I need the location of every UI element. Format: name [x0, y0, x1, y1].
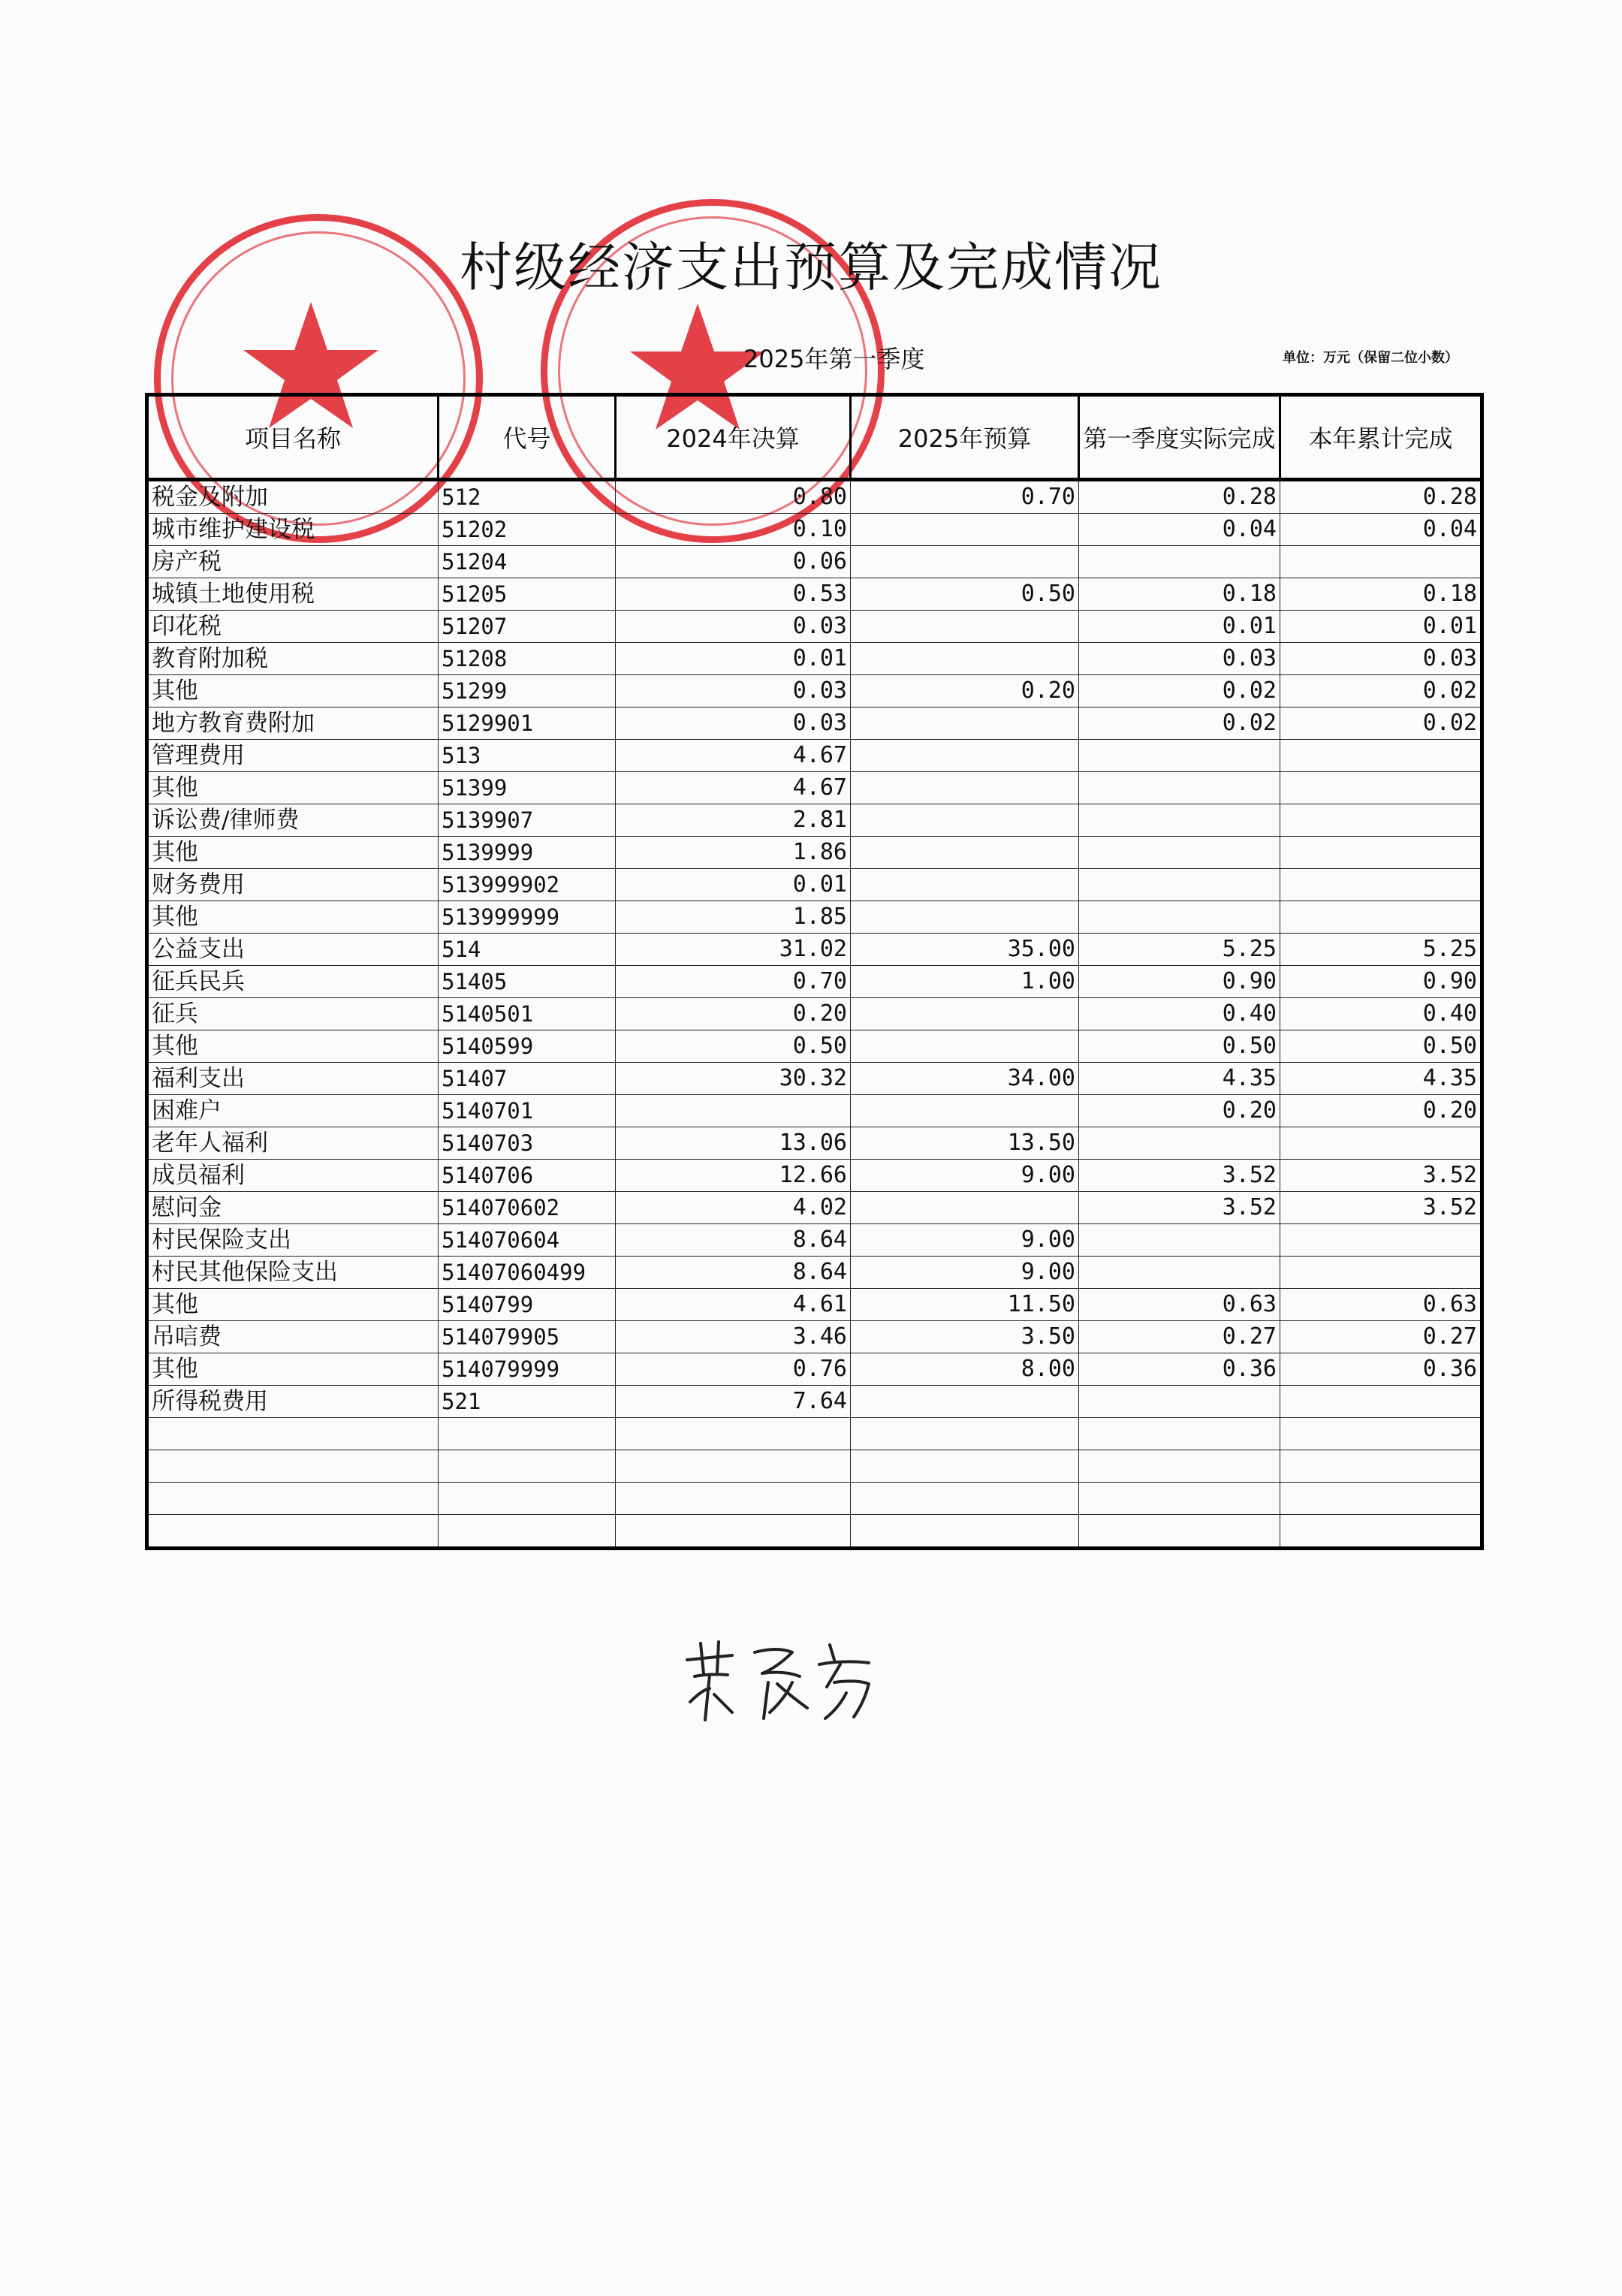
cell-2025-budget: 0.70	[851, 480, 1079, 514]
cell-2024-final: 3.46	[616, 1321, 851, 1353]
cell-2025-budget: 0.20	[851, 675, 1079, 708]
cell-2024-final: 4.67	[616, 740, 851, 772]
cell-code: 5139999	[439, 837, 616, 869]
table-row	[147, 514, 1482, 546]
cell-2025-budget	[851, 740, 1079, 772]
table-row	[147, 1224, 1482, 1257]
cell-2024-final	[616, 1095, 851, 1127]
cell-item-name: 慰问金	[147, 1192, 439, 1224]
cell-2024-final: 30.32	[616, 1063, 851, 1095]
cell-2024-final: 0.01	[616, 643, 851, 675]
cell-2025-budget	[851, 708, 1079, 740]
cell-q1-actual: 0.36	[1079, 1353, 1280, 1386]
cell-code: 51407060499	[439, 1257, 616, 1289]
cell-item-name: 其他	[147, 901, 439, 934]
cell-code: 51299	[439, 675, 616, 708]
cell-item-name: 成员福利	[147, 1160, 439, 1192]
cell-2025-budget	[851, 514, 1079, 546]
report-period: 2025年第一季度	[743, 345, 925, 373]
cell-ytd-total: 3.52	[1280, 1192, 1482, 1224]
table-row	[147, 1289, 1482, 1321]
cell-ytd-total: 0.02	[1280, 708, 1482, 740]
cell-code: 51407	[439, 1063, 616, 1095]
cell-code: 513	[439, 740, 616, 772]
cell-q1-actual: 4.35	[1079, 1063, 1280, 1095]
cell-2025-budget	[851, 546, 1079, 578]
page-title: 村级经济支出预算及完成情况	[460, 237, 1162, 298]
cell-code: 5129901	[439, 708, 616, 740]
cell-item-name: 税金及附加	[147, 480, 439, 514]
cell-2024-final: 0.03	[616, 675, 851, 708]
cell-item-name	[147, 1515, 439, 1549]
cell-item-name: 征兵	[147, 998, 439, 1030]
table-row	[147, 480, 1482, 514]
cell-2025-budget	[851, 804, 1079, 837]
cell-ytd-total	[1280, 1450, 1482, 1483]
cell-2025-budget	[851, 1483, 1079, 1515]
cell-2025-budget: 3.50	[851, 1321, 1079, 1353]
cell-ytd-total: 4.35	[1280, 1063, 1482, 1095]
cell-2024-final: 0.76	[616, 1353, 851, 1386]
table-row	[147, 966, 1482, 998]
cell-2025-budget: 9.00	[851, 1160, 1079, 1192]
cell-2025-budget: 8.00	[851, 1353, 1079, 1386]
table-row	[147, 1483, 1482, 1515]
table-row	[147, 1353, 1482, 1386]
cell-code: 5140703	[439, 1127, 616, 1160]
cell-item-name: 村民其他保险支出	[147, 1257, 439, 1289]
cell-2024-final	[616, 1515, 851, 1549]
cell-item-name: 村民保险支出	[147, 1224, 439, 1257]
cell-item-name: 城镇土地使用税	[147, 578, 439, 611]
cell-item-name: 印花税	[147, 611, 439, 643]
cell-2024-final	[616, 1418, 851, 1450]
table-row	[147, 1257, 1482, 1289]
cell-item-name	[147, 1483, 439, 1515]
cell-2024-final: 0.01	[616, 869, 851, 901]
cell-q1-actual: 0.28	[1079, 480, 1280, 514]
cell-code: 514070604	[439, 1224, 616, 1257]
cell-item-name: 所得税费用	[147, 1386, 439, 1418]
cell-ytd-total: 0.36	[1280, 1353, 1482, 1386]
cell-2024-final: 8.64	[616, 1257, 851, 1289]
table-row	[147, 1418, 1482, 1450]
cell-ytd-total: 0.20	[1280, 1095, 1482, 1127]
cell-item-name: 其他	[147, 1353, 439, 1386]
cell-2025-budget: 0.50	[851, 578, 1079, 611]
cell-code: 5140599	[439, 1030, 616, 1063]
cell-ytd-total	[1280, 740, 1482, 772]
table-row	[147, 611, 1482, 643]
cell-ytd-total: 5.25	[1280, 934, 1482, 966]
cell-q1-actual: 0.50	[1079, 1030, 1280, 1063]
cell-code: 513999999	[439, 901, 616, 934]
cell-2025-budget	[851, 998, 1079, 1030]
table-row	[147, 1515, 1482, 1549]
cell-item-name: 城市维护建设税	[147, 514, 439, 546]
cell-ytd-total	[1280, 1483, 1482, 1515]
cell-ytd-total	[1280, 1127, 1482, 1160]
table-row	[147, 1160, 1482, 1192]
table-row	[147, 1386, 1482, 1418]
cell-code: 5140701	[439, 1095, 616, 1127]
cell-item-name: 教育附加税	[147, 643, 439, 675]
cell-code: 51208	[439, 643, 616, 675]
cell-item-name: 其他	[147, 772, 439, 804]
cell-2025-budget	[851, 1192, 1079, 1224]
cell-q1-actual	[1079, 901, 1280, 934]
cell-2024-final: 8.64	[616, 1224, 851, 1257]
cell-2025-budget: 11.50	[851, 1289, 1079, 1321]
cell-code: 51405	[439, 966, 616, 998]
cell-item-name: 其他	[147, 675, 439, 708]
cell-item-name: 其他	[147, 1289, 439, 1321]
cell-ytd-total	[1280, 1515, 1482, 1549]
cell-q1-actual: 5.25	[1079, 934, 1280, 966]
cell-2024-final: 1.85	[616, 901, 851, 934]
table-row	[147, 772, 1482, 804]
cell-2024-final: 0.80	[616, 480, 851, 514]
cell-q1-actual: 0.18	[1079, 578, 1280, 611]
cell-ytd-total	[1280, 869, 1482, 901]
col-header-item-name: 项目名称	[147, 395, 439, 480]
cell-q1-actual	[1079, 546, 1280, 578]
col-header-q1-actual: 第一季度实际完成	[1079, 395, 1280, 480]
cell-ytd-total	[1280, 901, 1482, 934]
cell-item-name: 老年人福利	[147, 1127, 439, 1160]
cell-2025-budget: 13.50	[851, 1127, 1079, 1160]
cell-2024-final: 0.50	[616, 1030, 851, 1063]
cell-code	[439, 1515, 616, 1549]
cell-code: 51205	[439, 578, 616, 611]
cell-q1-actual: 0.20	[1079, 1095, 1280, 1127]
cell-item-name: 诉讼费/律师费	[147, 804, 439, 837]
cell-code	[439, 1483, 616, 1515]
cell-2025-budget	[851, 837, 1079, 869]
cell-q1-actual	[1079, 837, 1280, 869]
cell-ytd-total	[1280, 837, 1482, 869]
cell-2025-budget	[851, 1030, 1079, 1063]
table-row	[147, 1450, 1482, 1483]
cell-2024-final: 0.03	[616, 611, 851, 643]
cell-q1-actual	[1079, 1515, 1280, 1549]
cell-item-name: 房产税	[147, 546, 439, 578]
cell-code: 5139907	[439, 804, 616, 837]
cell-ytd-total	[1280, 1386, 1482, 1418]
handwritten-signature	[680, 1630, 905, 1727]
cell-item-name: 财务费用	[147, 869, 439, 901]
table-row	[147, 1127, 1482, 1160]
cell-2024-final	[616, 1483, 851, 1515]
cell-code: 514079905	[439, 1321, 616, 1353]
cell-2025-budget: 34.00	[851, 1063, 1079, 1095]
cell-2025-budget	[851, 869, 1079, 901]
cell-2024-final: 0.03	[616, 708, 851, 740]
cell-q1-actual: 0.01	[1079, 611, 1280, 643]
cell-ytd-total: 0.18	[1280, 578, 1482, 611]
cell-2025-budget	[851, 1095, 1079, 1127]
cell-2025-budget	[851, 1418, 1079, 1450]
cell-item-name	[147, 1418, 439, 1450]
cell-q1-actual	[1079, 1224, 1280, 1257]
table-row	[147, 1063, 1482, 1095]
cell-code: 514079999	[439, 1353, 616, 1386]
cell-item-name: 公益支出	[147, 934, 439, 966]
cell-code: 514	[439, 934, 616, 966]
cell-2025-budget	[851, 1450, 1079, 1483]
cell-ytd-total	[1280, 804, 1482, 837]
cell-code	[439, 1418, 616, 1450]
cell-2025-budget: 9.00	[851, 1224, 1079, 1257]
cell-2024-final: 1.86	[616, 837, 851, 869]
cell-q1-actual	[1079, 1386, 1280, 1418]
cell-ytd-total: 0.63	[1280, 1289, 1482, 1321]
cell-q1-actual: 3.52	[1079, 1160, 1280, 1192]
cell-code: 521	[439, 1386, 616, 1418]
cell-item-name: 管理费用	[147, 740, 439, 772]
cell-code: 5140799	[439, 1289, 616, 1321]
cell-2025-budget: 35.00	[851, 934, 1079, 966]
cell-code: 5140501	[439, 998, 616, 1030]
cell-code	[439, 1450, 616, 1483]
table-row	[147, 578, 1482, 611]
table-row	[147, 837, 1482, 869]
cell-q1-actual: 0.27	[1079, 1321, 1280, 1353]
cell-code: 51202	[439, 514, 616, 546]
table-header-row	[147, 395, 1482, 480]
cell-q1-actual	[1079, 1418, 1280, 1450]
cell-q1-actual: 0.40	[1079, 998, 1280, 1030]
table-row	[147, 804, 1482, 837]
cell-2024-final: 0.53	[616, 578, 851, 611]
cell-2024-final: 2.81	[616, 804, 851, 837]
cell-2024-final: 0.20	[616, 998, 851, 1030]
cell-q1-actual	[1079, 869, 1280, 901]
cell-2025-budget	[851, 611, 1079, 643]
cell-ytd-total	[1280, 1257, 1482, 1289]
cell-ytd-total	[1280, 546, 1482, 578]
cell-ytd-total: 0.28	[1280, 480, 1482, 514]
cell-2025-budget: 9.00	[851, 1257, 1079, 1289]
table-row	[147, 546, 1482, 578]
cell-2024-final: 7.64	[616, 1386, 851, 1418]
col-header-ytd-total: 本年累计完成	[1280, 395, 1482, 480]
table-row	[147, 708, 1482, 740]
cell-code: 51399	[439, 772, 616, 804]
col-header-code: 代号	[439, 395, 616, 480]
cell-q1-actual: 0.03	[1079, 643, 1280, 675]
cell-q1-actual: 0.04	[1079, 514, 1280, 546]
cell-q1-actual	[1079, 740, 1280, 772]
table-row	[147, 1095, 1482, 1127]
cell-q1-actual: 3.52	[1079, 1192, 1280, 1224]
cell-q1-actual	[1079, 1257, 1280, 1289]
cell-ytd-total: 0.03	[1280, 643, 1482, 675]
cell-item-name	[147, 1450, 439, 1483]
cell-2024-final: 4.61	[616, 1289, 851, 1321]
cell-ytd-total: 0.01	[1280, 611, 1482, 643]
cell-2024-final	[616, 1450, 851, 1483]
cell-code: 51204	[439, 546, 616, 578]
cell-2024-final: 0.10	[616, 514, 851, 546]
table-row	[147, 675, 1482, 708]
cell-2025-budget	[851, 1515, 1079, 1549]
cell-q1-actual: 0.02	[1079, 708, 1280, 740]
table-row	[147, 643, 1482, 675]
cell-2024-final: 31.02	[616, 934, 851, 966]
cell-code: 513999902	[439, 869, 616, 901]
cell-2024-final: 0.70	[616, 966, 851, 998]
cell-ytd-total: 0.40	[1280, 998, 1482, 1030]
cell-2024-final: 4.02	[616, 1192, 851, 1224]
table-row	[147, 1192, 1482, 1224]
cell-q1-actual: 0.02	[1079, 675, 1280, 708]
cell-2024-final: 0.06	[616, 546, 851, 578]
cell-ytd-total: 0.50	[1280, 1030, 1482, 1063]
table-row	[147, 740, 1482, 772]
cell-ytd-total: 0.27	[1280, 1321, 1482, 1353]
cell-q1-actual: 0.90	[1079, 966, 1280, 998]
col-header-2025-budget: 2025年预算	[851, 395, 1079, 480]
cell-code: 51207	[439, 611, 616, 643]
cell-q1-actual	[1079, 1483, 1280, 1515]
cell-code: 5140706	[439, 1160, 616, 1192]
cell-code: 512	[439, 480, 616, 514]
cell-item-name: 地方教育费附加	[147, 708, 439, 740]
table-row	[147, 1321, 1482, 1353]
cell-ytd-total: 0.90	[1280, 966, 1482, 998]
cell-q1-actual	[1079, 1450, 1280, 1483]
cell-ytd-total: 3.52	[1280, 1160, 1482, 1192]
cell-ytd-total: 0.02	[1280, 675, 1482, 708]
cell-2025-budget	[851, 901, 1079, 934]
cell-ytd-total	[1280, 1224, 1482, 1257]
table-row	[147, 901, 1482, 934]
table-row	[147, 934, 1482, 966]
cell-2025-budget	[851, 643, 1079, 675]
cell-item-name: 其他	[147, 837, 439, 869]
cell-item-name: 福利支出	[147, 1063, 439, 1095]
cell-ytd-total	[1280, 772, 1482, 804]
table-row	[147, 1030, 1482, 1063]
cell-2024-final: 4.67	[616, 772, 851, 804]
table-row	[147, 869, 1482, 901]
cell-ytd-total: 0.04	[1280, 514, 1482, 546]
table-row	[147, 998, 1482, 1030]
col-header-2024-final: 2024年决算	[616, 395, 851, 480]
cell-2025-budget	[851, 1386, 1079, 1418]
cell-ytd-total	[1280, 1418, 1482, 1450]
cell-q1-actual	[1079, 804, 1280, 837]
cell-item-name: 吊唁费	[147, 1321, 439, 1353]
cell-2024-final: 13.06	[616, 1127, 851, 1160]
cell-q1-actual	[1079, 772, 1280, 804]
unit-note: 单位：万元（保留二位小数）	[1283, 350, 1458, 366]
cell-2025-budget: 1.00	[851, 966, 1079, 998]
cell-2024-final: 12.66	[616, 1160, 851, 1192]
cell-item-name: 征兵民兵	[147, 966, 439, 998]
cell-q1-actual: 0.63	[1079, 1289, 1280, 1321]
cell-code: 514070602	[439, 1192, 616, 1224]
cell-q1-actual	[1079, 1127, 1280, 1160]
expenditure-table	[145, 393, 1484, 1550]
cell-item-name: 其他	[147, 1030, 439, 1063]
cell-item-name: 困难户	[147, 1095, 439, 1127]
cell-2025-budget	[851, 772, 1079, 804]
